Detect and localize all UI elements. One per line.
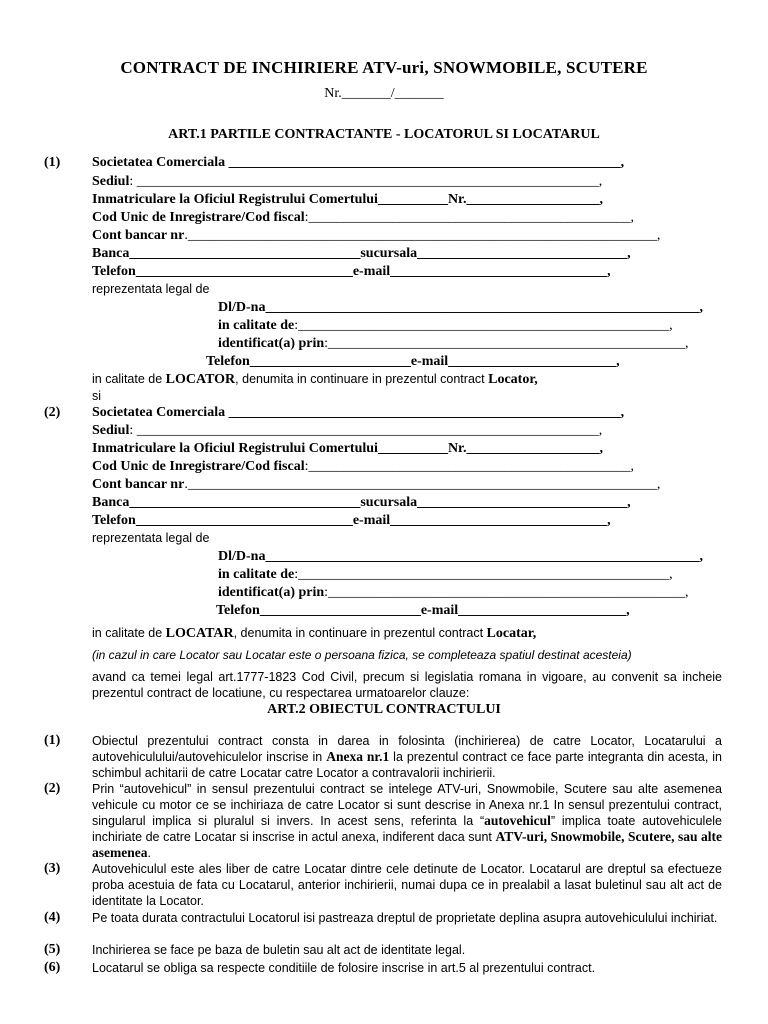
clause-2-text-e: . xyxy=(147,846,151,860)
party2-role-line xyxy=(92,626,536,642)
contract-title: CONTRACT DE INCHIRIERE ATV-uri, SNOWMOBILE, SCUTERE xyxy=(120,58,648,77)
clause-1-text xyxy=(92,733,722,781)
party1-cont-line: .___________________________________________________________________, xyxy=(184,228,661,243)
party1-role-name: LOCATOR xyxy=(165,372,236,387)
clause-5-text: Inchirierea se face pe baza de buletin sau alt act de identitate legal. xyxy=(92,943,466,957)
party1-sediul-line: : __________________________________________________________________, xyxy=(129,174,603,189)
party1-reprezentata: reprezentata legal de xyxy=(92,282,210,296)
party2-role-prefix: in calitate de xyxy=(92,626,166,640)
party2-cui-field xyxy=(92,459,634,475)
party2-identificat-line: :___________________________________________________, xyxy=(324,585,689,600)
party1-role-short: Locator, xyxy=(488,372,538,387)
party2-sediul-field xyxy=(92,423,602,439)
party1-identificat-label: identificat(a) prin xyxy=(218,336,325,351)
party1-identificat-line: :___________________________________________________, xyxy=(324,336,689,351)
preamble-paragraph: avand ca temei legal art.1777-1823 Cod Civil, precum si legislatia romana in vigoare, au convenit sa incheie prezentul contract de locatiune, cu respectarea urmatoarelor clauze: xyxy=(92,670,722,700)
party2-calitate-field xyxy=(218,567,673,583)
party2-inmatriculare-field: Inmatriculare la Oficiul Registrului Comertului__________Nr.___________________, xyxy=(92,441,603,456)
party2-role-mid: , denumita in continuare in prezentul contract xyxy=(233,626,487,640)
clause-6-text: Locatarul se obliga sa respecte conditiile de folosire inscrise in art.5 al prezentului contract. xyxy=(92,961,596,975)
clause-5-number: (5) xyxy=(44,942,61,957)
party2-identificat-field xyxy=(218,585,689,601)
clause-1-text-a: Obiectul prezentului contract consta in darea in folosinta (inchirierea) de catre Locator, Locatarului a autovehiculului/autovehiculelor inscrise in xyxy=(92,734,722,764)
clause-6-number: (6) xyxy=(44,960,61,975)
clause-2-number: (2) xyxy=(44,781,61,796)
party1-inmatriculare-field: Inmatriculare la Oficiul Registrului Comertului__________Nr.___________________, xyxy=(92,192,603,207)
party2-identificat-label: identificat(a) prin xyxy=(218,585,325,600)
natural-person-note: (in cazul in care Locator sau Locatar este o persoana fizica, se completeaza spatiul destinat acesteia) xyxy=(92,648,632,662)
contract-number-line: Nr._______/_______ xyxy=(324,86,444,101)
party1-societatea-field: Societatea Comerciala ________________________________________________________, xyxy=(92,155,625,170)
party2-dl-dna-field: Dl/D-na______________________________________________________________, xyxy=(218,549,703,564)
party2-cui-line: :______________________________________________, xyxy=(304,459,634,474)
clause-2-autovehicul-term: autovehicul xyxy=(484,813,551,828)
clause-4-number: (4) xyxy=(44,910,61,925)
party1-cui-field xyxy=(92,210,634,226)
party2-cui-label: Cod Unic de Inregistrare/Cod fiscal xyxy=(92,459,305,474)
party1-role-prefix: in calitate de xyxy=(92,372,166,386)
party1-calitate-label: in calitate de xyxy=(218,318,295,333)
party1-telefon-field: Telefon_______________________________e-mail_______________________________, xyxy=(92,264,611,279)
party2-cont-line: .___________________________________________________________________, xyxy=(184,477,661,492)
clause-4-text: Pe toata durata contractului Locatorul isi pastreaza dreptul de proprietate deplina asupra autovehiculului inchiriat. xyxy=(92,911,718,925)
party2-sediul-line: : __________________________________________________________________, xyxy=(129,423,603,438)
clause-2-vehicle-types: ATV-uri, Snowmobile, Scutere, sau alte asemenea xyxy=(92,829,722,860)
party1-calitate-line: :_____________________________________________________, xyxy=(294,318,673,333)
party1-role-mid: , denumita in continuare in prezentul contract xyxy=(235,372,489,386)
party2-role-short: Locatar, xyxy=(486,626,537,641)
party2-telefon-field: Telefon_______________________________e-mail_______________________________, xyxy=(92,513,611,528)
clause-1-text-c: la prezentul contract ce face parte integranta din acesta, in schimbul achitarii de catre Locatar catre Locator a contravalorii inchirierii. xyxy=(92,750,722,780)
clause-2-text xyxy=(92,781,722,861)
clause-1-number: (1) xyxy=(44,733,61,748)
party1-cont-label: Cont bancar nr xyxy=(92,228,185,243)
party1-rep-telefon-field: Telefon_______________________e-mail________________________, xyxy=(206,354,620,369)
party1-cont-field xyxy=(92,228,660,244)
party2-rep-telefon-field: Telefon_______________________e-mail________________________, xyxy=(216,603,630,618)
party1-sediul-label: Sediul xyxy=(92,174,130,189)
party2-societatea-field: Societatea Comerciala ________________________________________________________, xyxy=(92,405,625,420)
party2-role-name: LOCATAR xyxy=(165,626,234,641)
party2-banca-field: Banca_________________________________sucursala______________________________, xyxy=(92,495,631,510)
clause-2-text-c: ” implica toate autovehiculele inchiriate de catre Locatar si inscrise in actul anexa, indiferent daca sunt xyxy=(92,814,723,844)
clause-2-text-a: Prin “autovehicul” in sensul prezentului contract se intelege ATV-uri, Snowmobile, Scutere sau alte asemenea vehicule cu motor ce se inchiriaza de catre Locator si sunt descrise in Anexa nr.1 In sensul prezentului contract, singularul implica si pluralul si invers. In acest sens, referinta la “ xyxy=(92,782,722,828)
party1-dl-dna-field: Dl/D-na______________________________________________________________, xyxy=(218,300,703,315)
party2-calitate-label: in calitate de xyxy=(218,567,295,582)
party2-cont-label: Cont bancar nr xyxy=(92,477,185,492)
party2-calitate-line: :_____________________________________________________, xyxy=(294,567,673,582)
party1-number: (1) xyxy=(44,155,61,170)
party1-identificat-field xyxy=(218,336,689,352)
party2-number: (2) xyxy=(44,405,61,420)
party2-sediul-label: Sediul xyxy=(92,423,130,438)
party1-sediul-field xyxy=(92,174,602,190)
clause-1-annex-ref: Anexa nr.1 xyxy=(326,749,390,764)
art1-heading: ART.1 PARTILE CONTRACTANTE - LOCATORUL SI LOCATARUL xyxy=(168,127,600,142)
party1-cui-line: :______________________________________________, xyxy=(304,210,634,225)
party1-calitate-field xyxy=(218,318,673,334)
art2-heading: ART.2 OBIECTUL CONTRACTULUI xyxy=(267,702,501,717)
party2-reprezentata: reprezentata legal de xyxy=(92,531,210,545)
party1-banca-field: Banca_________________________________sucursala______________________________, xyxy=(92,246,631,261)
clause-3-text: Autovehiculul este ales liber de catre Locatar dintre cele detinute de Locator. Locatarul are dreptul sa efectueze proba acestuia de fata cu Locatarul, anterior inchirierii, numai dupa ce in prealabil a lasat buletinul sau alt act de identitate la Locator. xyxy=(92,862,722,908)
clause-3-number: (3) xyxy=(44,861,61,876)
party-separator-si: si xyxy=(92,389,102,403)
party1-role-line xyxy=(92,372,538,388)
party2-cont-field xyxy=(92,477,660,493)
party1-cui-label: Cod Unic de Inregistrare/Cod fiscal xyxy=(92,210,305,225)
